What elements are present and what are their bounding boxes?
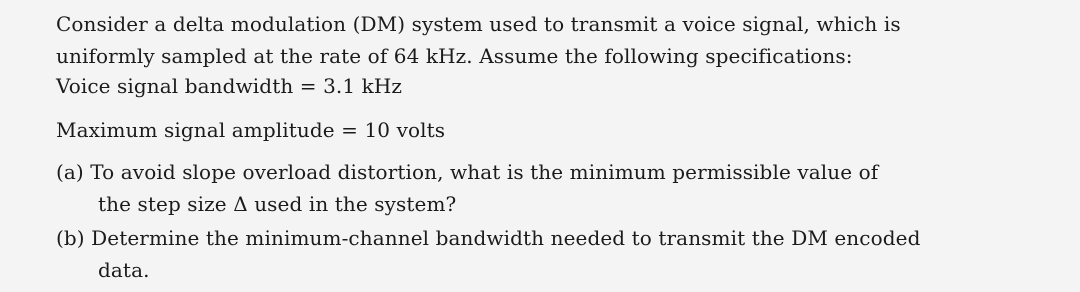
part-a-question-line-1: (a) To avoid slope overload distortion, what is the minimum permissible value of xyxy=(56,160,879,184)
intro-text-line-1: Consider a delta modulation (DM) system used to transmit a voice signal, which is xyxy=(56,12,901,36)
part-b-question-line-2: data. xyxy=(98,258,150,282)
part-b-question-line-1: (b) Determine the minimum-channel bandwidth needed to transmit the DM encoded xyxy=(56,226,921,250)
spec-max-amplitude: Maximum signal amplitude = 10 volts xyxy=(56,118,446,142)
spec-voice-bandwidth: Voice signal bandwidth = 3.1 kHz xyxy=(56,74,403,98)
part-a-question-line-2: the step size Δ used in the system? xyxy=(98,192,457,216)
intro-text-line-2: uniformly sampled at the rate of 64 kHz. Assume the following specifications: xyxy=(56,44,853,68)
